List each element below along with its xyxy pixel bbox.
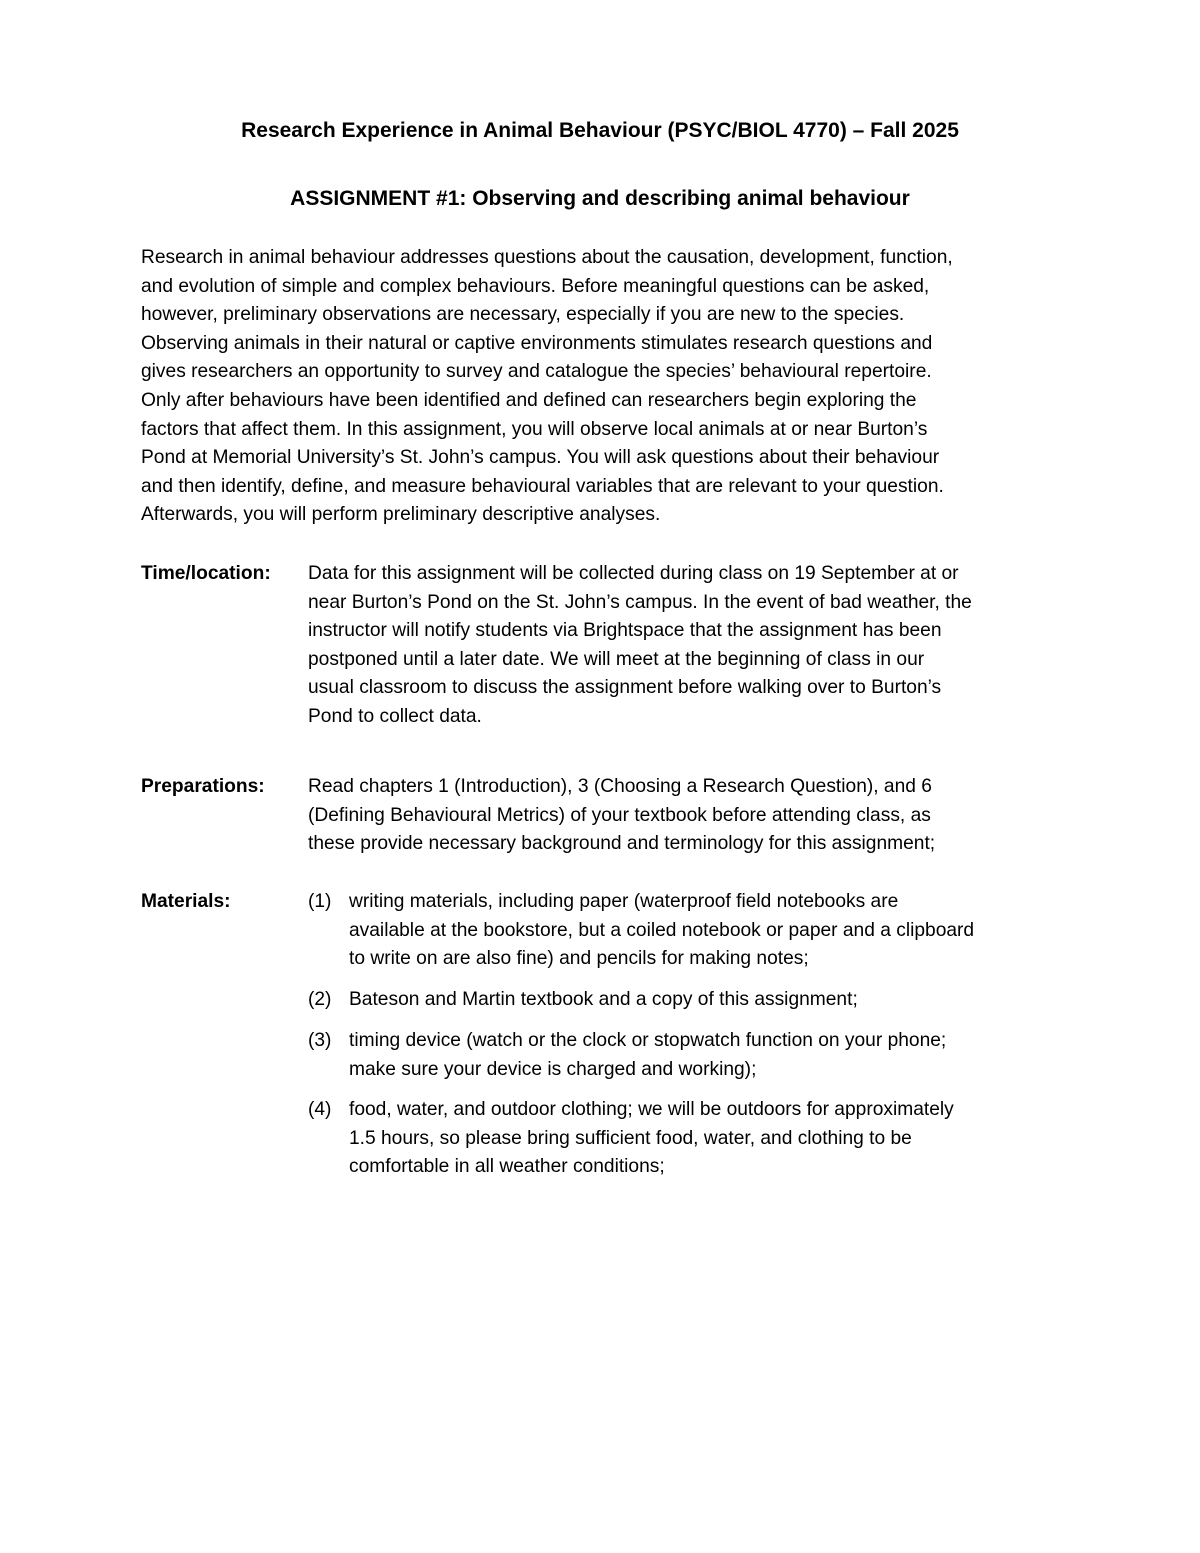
intro-line: Afterwards, you will perform preliminary descriptive analyses. <box>141 504 661 526</box>
materials-item-line: comfortable in all weather conditions; <box>349 1156 665 1178</box>
materials-item-number: (1) <box>308 891 332 912</box>
materials-item-number: (4) <box>308 1099 332 1120</box>
intro-paragraph <box>141 244 1071 530</box>
materials-item-text <box>349 986 1069 1015</box>
time-location-line: near Burton’s Pond on the St. John’s campus. In the event of bad weather, the <box>308 591 972 613</box>
materials-item-line: food, water, and outdoor clothing; we will be outdoors for approximately <box>349 1099 954 1120</box>
time-location-label: Time/location: <box>141 563 271 584</box>
intro-line: and then identify, define, and measure behavioural variables that are relevant to your question. <box>141 475 944 497</box>
preparations-body <box>308 773 1068 859</box>
assignment-title: ASSIGNMENT #1: Observing and describing animal behaviour <box>290 187 910 210</box>
intro-line: Observing animals in their natural or captive environments stimulates research questions and <box>141 332 933 354</box>
preparations-label: Preparations: <box>141 776 265 797</box>
materials-label: Materials: <box>141 891 231 912</box>
intro-line: Only after behaviours have been identified and defined can researchers begin exploring the <box>141 389 917 411</box>
materials-item-line: make sure your device is charged and working); <box>349 1058 757 1080</box>
time-location-line: Data for this assignment will be collected during class on 19 September at or <box>308 563 959 584</box>
preparations-line: (Defining Behavioural Metrics) of your textbook before attending class, as <box>308 804 931 826</box>
materials-item-line: timing device (watch or the clock or stopwatch function on your phone; <box>349 1030 947 1051</box>
materials-item-text <box>349 1027 1069 1084</box>
intro-line: and evolution of simple and complex behaviours. Before meaningful questions can be asked, <box>141 275 930 297</box>
materials-item-line: Bateson and Martin textbook and a copy of this assignment; <box>349 989 858 1010</box>
time-location-body <box>308 560 1068 732</box>
materials-item-line: writing materials, including paper (waterproof field notebooks are <box>349 891 899 912</box>
intro-line: Research in animal behaviour addresses questions about the causation, development, function, <box>141 247 953 268</box>
materials-item-line: to write on are also fine) and pencils for making notes; <box>349 948 809 970</box>
intro-line: gives researchers an opportunity to survey and catalogue the species’ behavioural repertoire. <box>141 361 932 383</box>
materials-item-number: (3) <box>308 1030 332 1051</box>
time-location-line: instructor will notify students via Brightspace that the assignment has been <box>308 620 942 642</box>
course-title: Research Experience in Animal Behaviour (PSYC/BIOL 4770) – Fall 2025 <box>241 119 959 142</box>
materials-item-text <box>349 1096 1069 1182</box>
materials-item-line: available at the bookstore, but a coiled notebook or paper and a clipboard <box>349 919 975 941</box>
time-location-line: Pond to collect data. <box>308 705 482 727</box>
time-location-line: postponed until a later date. We will meet at the beginning of class in our <box>308 648 925 670</box>
intro-line: Pond at Memorial University’s St. John’s campus. You will ask questions about their behaviour <box>141 447 940 469</box>
preparations-line: Read chapters 1 (Introduction), 3 (Choosing a Research Question), and 6 <box>308 776 932 797</box>
intro-line: however, preliminary observations are necessary, especially if you are new to the species. <box>141 304 905 326</box>
preparations-line: these provide necessary background and terminology for this assignment; <box>308 833 936 855</box>
time-location-line: usual classroom to discuss the assignment before walking over to Burton’s <box>308 677 942 699</box>
materials-item-number: (2) <box>308 989 332 1010</box>
intro-line: factors that affect them. In this assignment, you will observe local animals at or near Burton’s <box>141 418 928 440</box>
materials-item-line: 1.5 hours, so please bring sufficient food, water, and clothing to be <box>349 1127 912 1149</box>
materials-item-text <box>349 888 1069 974</box>
